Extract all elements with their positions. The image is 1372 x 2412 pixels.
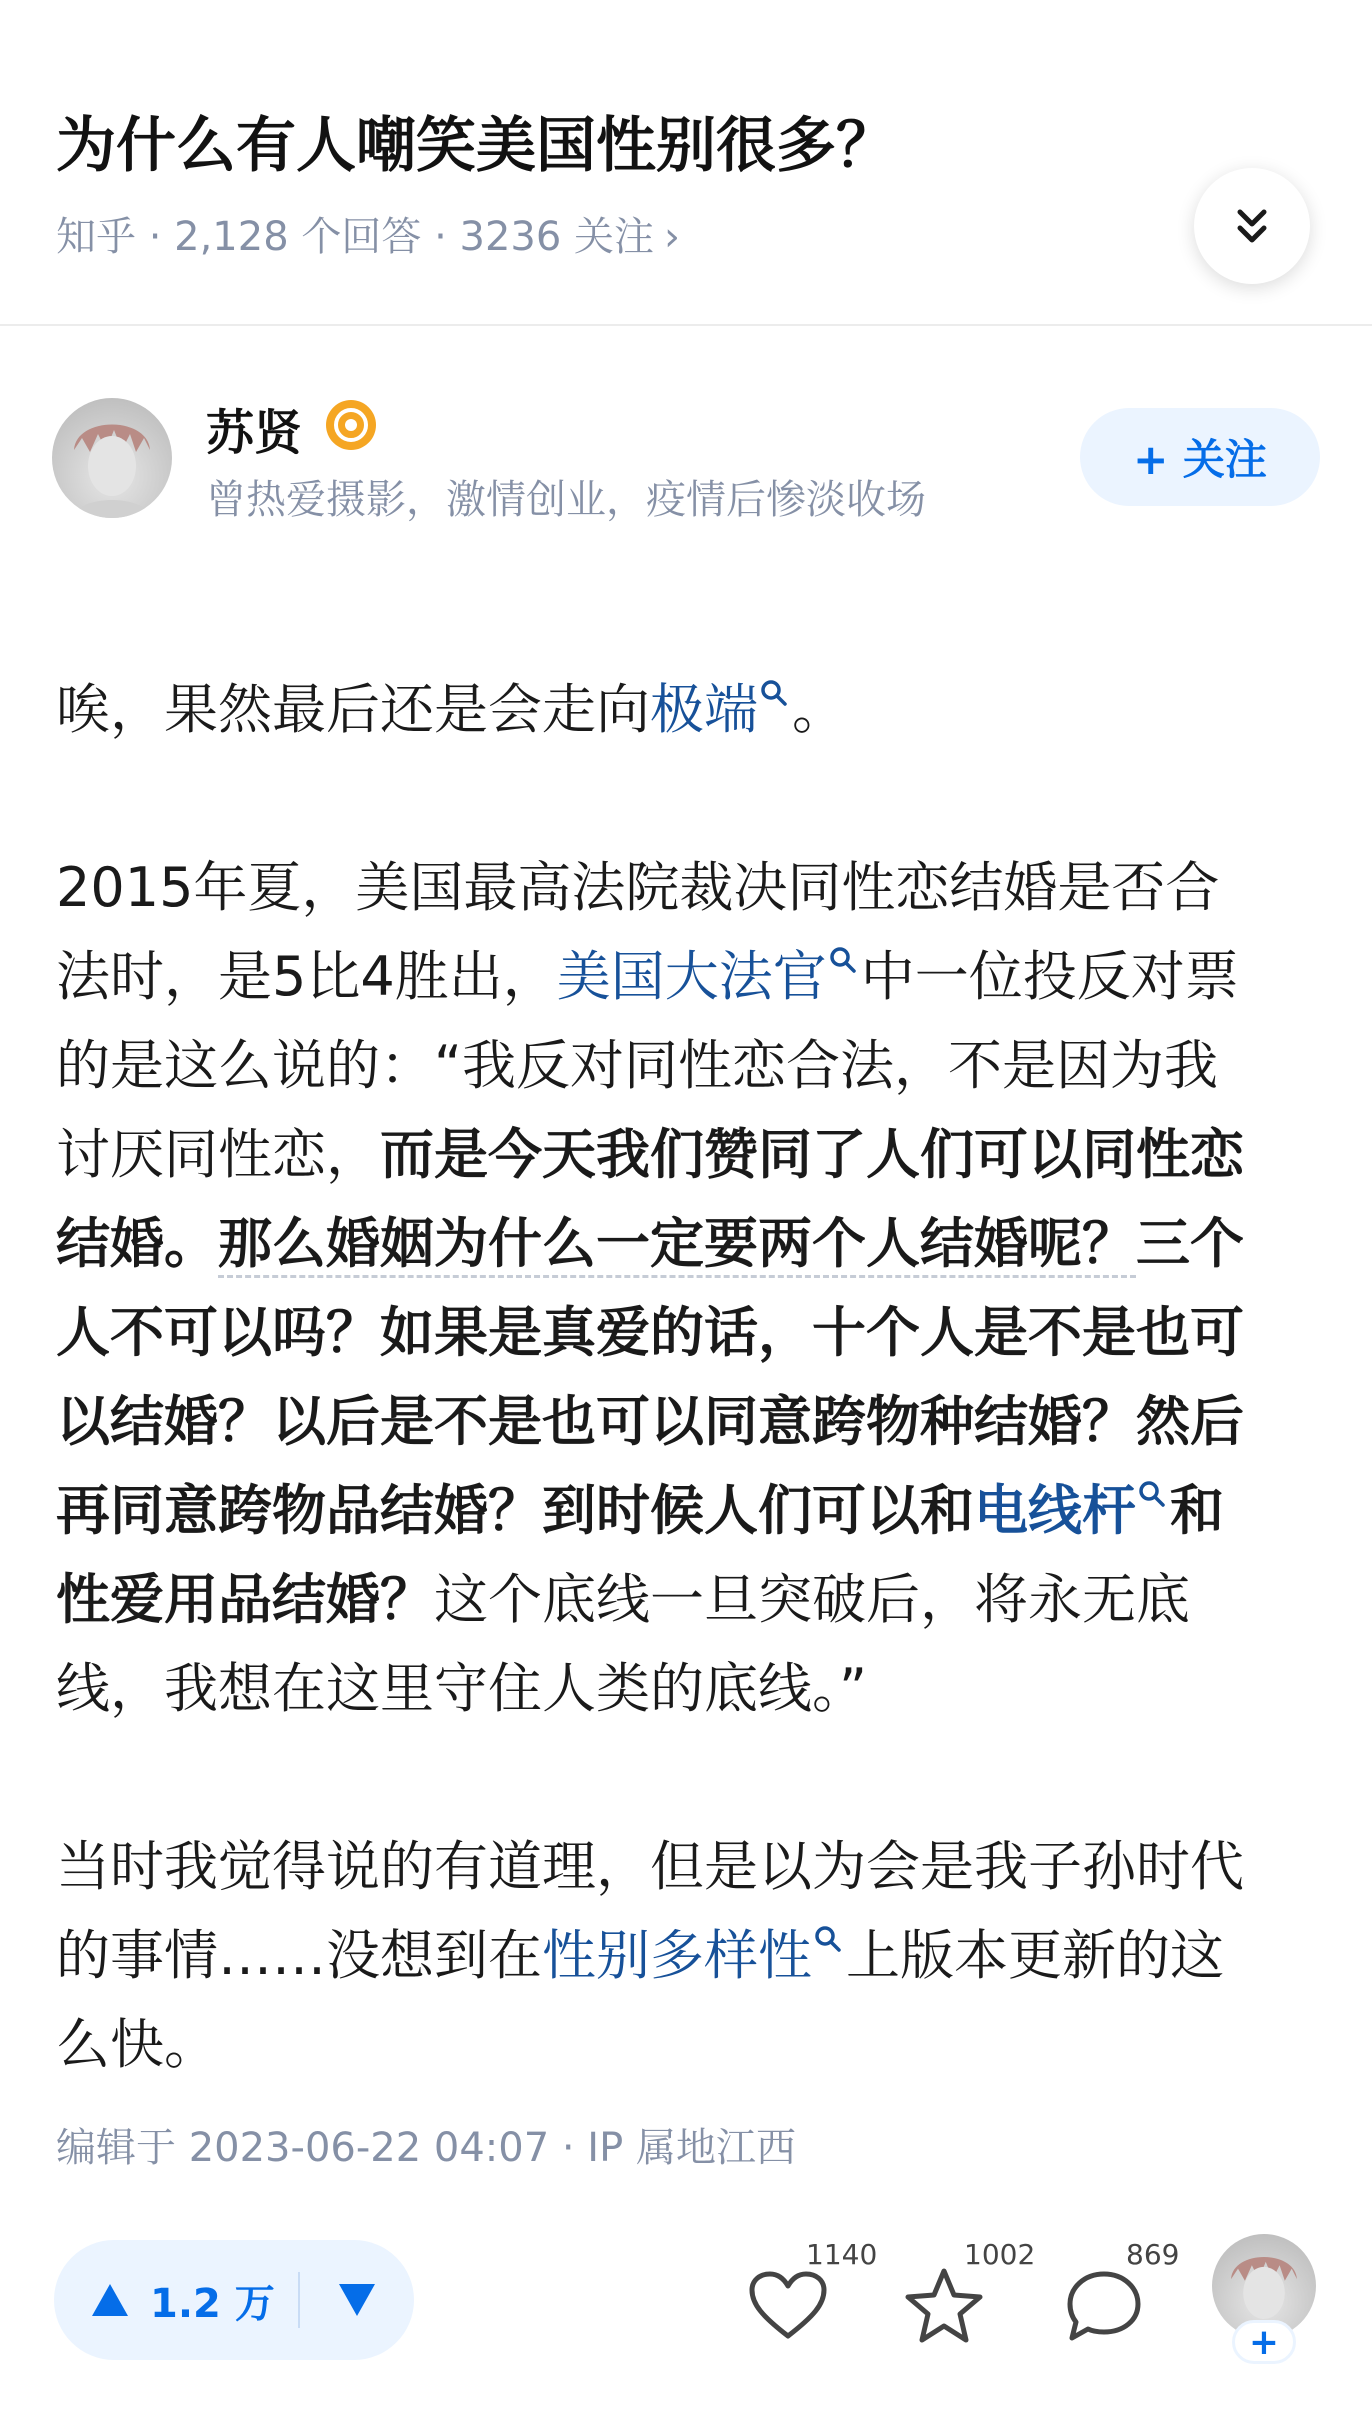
search-link[interactable]: 极端 bbox=[650, 678, 758, 741]
bottom-action-bar bbox=[0, 2224, 1372, 2412]
text: 当时我觉得说的有道理，但是以为会是我子孙时代 bbox=[56, 1835, 1244, 1898]
paragraph-line bbox=[56, 1021, 1326, 1110]
text: 。 bbox=[792, 678, 846, 741]
answer-content bbox=[56, 665, 1326, 2089]
paragraph-line bbox=[56, 2000, 1326, 2089]
text: 中一位投反对票 bbox=[860, 945, 1239, 1008]
heart-icon bbox=[748, 2270, 828, 2342]
author-row bbox=[0, 380, 1372, 540]
triangle-down-icon bbox=[337, 2282, 377, 2318]
follow-button[interactable]: + 关注 bbox=[1080, 408, 1320, 506]
collect-button[interactable] bbox=[894, 2256, 994, 2356]
paragraph-line bbox=[56, 1466, 1326, 1555]
bold-text: 和 bbox=[1170, 1479, 1224, 1542]
upvote-count: 1.2 万 bbox=[150, 2280, 275, 2327]
comment-bubble-icon bbox=[1064, 2268, 1144, 2344]
verified-badge-icon bbox=[326, 400, 376, 450]
question-title[interactable]: 为什么有人嘲笑美国性别很多？ bbox=[56, 111, 896, 181]
edit-timestamp: 编辑于 2023-06-22 04:07 · IP 属地江西 bbox=[56, 2125, 796, 2171]
bold-text: 而是今天我们赞同了人们可以同性恋 bbox=[380, 1123, 1244, 1186]
text: 上版本更新的这 bbox=[846, 1924, 1224, 1987]
comment-button[interactable] bbox=[1054, 2256, 1154, 2356]
comment-count: 869 bbox=[1126, 2238, 1180, 2271]
search-link[interactable]: 美国大法官 bbox=[556, 945, 827, 1008]
vote-group bbox=[54, 2240, 414, 2360]
author-name[interactable]: 苏贤 bbox=[206, 405, 303, 461]
bold-text: 性爱用品结婚？ bbox=[56, 1568, 434, 1631]
collapse-button[interactable] bbox=[1194, 168, 1310, 284]
bold-text: 人不可以吗？如果是真爱的话，十个人是不是也可 bbox=[56, 1301, 1244, 1364]
upvote-button[interactable] bbox=[54, 2240, 298, 2360]
like-count: 1140 bbox=[806, 2238, 878, 2271]
paragraph-line bbox=[56, 1377, 1326, 1466]
search-icon[interactable] bbox=[1138, 1480, 1166, 1508]
collect-count: 1002 bbox=[964, 2238, 1036, 2271]
text: 这个底线一旦突破后，将永无底 bbox=[434, 1568, 1190, 1631]
bold-text: 结婚。 bbox=[56, 1212, 218, 1275]
bold-text: 以结婚？以后是不是也可以同意跨物种结婚？然后 bbox=[56, 1390, 1244, 1453]
paragraph-line bbox=[56, 1822, 1326, 1911]
star-icon bbox=[904, 2267, 984, 2345]
author-bio: 曾热爱摄影，激情创业，疫情后惨淡收场 bbox=[206, 477, 926, 523]
text: 的是这么说的：“我反对同性恋合法，不是因为我 bbox=[56, 1034, 1218, 1097]
text: 2015年夏，美国最高法院裁决同性恋结婚是否合 bbox=[56, 856, 1220, 919]
double-chevron-down-icon bbox=[1228, 202, 1276, 250]
mini-follow-button[interactable]: + bbox=[1232, 2320, 1296, 2364]
question-meta[interactable] bbox=[56, 205, 680, 262]
search-link[interactable]: 电线杆 bbox=[974, 1479, 1136, 1542]
question-header bbox=[0, 0, 1372, 326]
paragraph-line bbox=[56, 1110, 1326, 1199]
text: 讨厌同性恋， bbox=[56, 1123, 380, 1186]
avatar[interactable] bbox=[52, 398, 172, 518]
like-button[interactable] bbox=[738, 2256, 838, 2356]
paragraph-gap bbox=[56, 1733, 1326, 1822]
paragraph-line bbox=[56, 1288, 1326, 1377]
text: 的事情……没想到在 bbox=[56, 1924, 542, 1987]
paragraph-line bbox=[56, 843, 1326, 932]
paragraph-line bbox=[56, 1644, 1326, 1733]
text: 么快。 bbox=[56, 2013, 218, 2076]
text: 线，我想在这里守住人类的底线。” bbox=[56, 1657, 867, 1720]
text: 唉，果然最后还是会走向 bbox=[56, 678, 650, 741]
search-icon[interactable] bbox=[760, 679, 788, 707]
search-icon[interactable] bbox=[829, 946, 857, 974]
paragraph-line bbox=[56, 932, 1326, 1021]
text: 法时，是5比4胜出， bbox=[56, 945, 557, 1008]
avatar-portrait bbox=[52, 398, 172, 518]
question-stats: 知乎 · 2,128 个回答 · 3236 关注 bbox=[56, 214, 655, 260]
chevron-right-icon: › bbox=[664, 214, 681, 260]
bold-text: 再同意跨物品结婚？到时候人们可以和 bbox=[56, 1479, 974, 1542]
paragraph-line bbox=[56, 1911, 1326, 2000]
paragraph-line bbox=[56, 1199, 1326, 1288]
search-link[interactable]: 性别多样性 bbox=[542, 1924, 812, 1987]
bold-underlined-text: 那么婚姻为什么一定要两个人结婚呢？ bbox=[218, 1212, 1136, 1278]
bold-text: 三个 bbox=[1136, 1212, 1244, 1275]
downvote-button[interactable] bbox=[300, 2240, 414, 2360]
triangle-up-icon bbox=[90, 2282, 130, 2318]
paragraph-line bbox=[56, 1555, 1326, 1644]
paragraph-line bbox=[56, 665, 1326, 754]
search-icon[interactable] bbox=[814, 1925, 842, 1953]
paragraph-gap bbox=[56, 754, 1326, 843]
